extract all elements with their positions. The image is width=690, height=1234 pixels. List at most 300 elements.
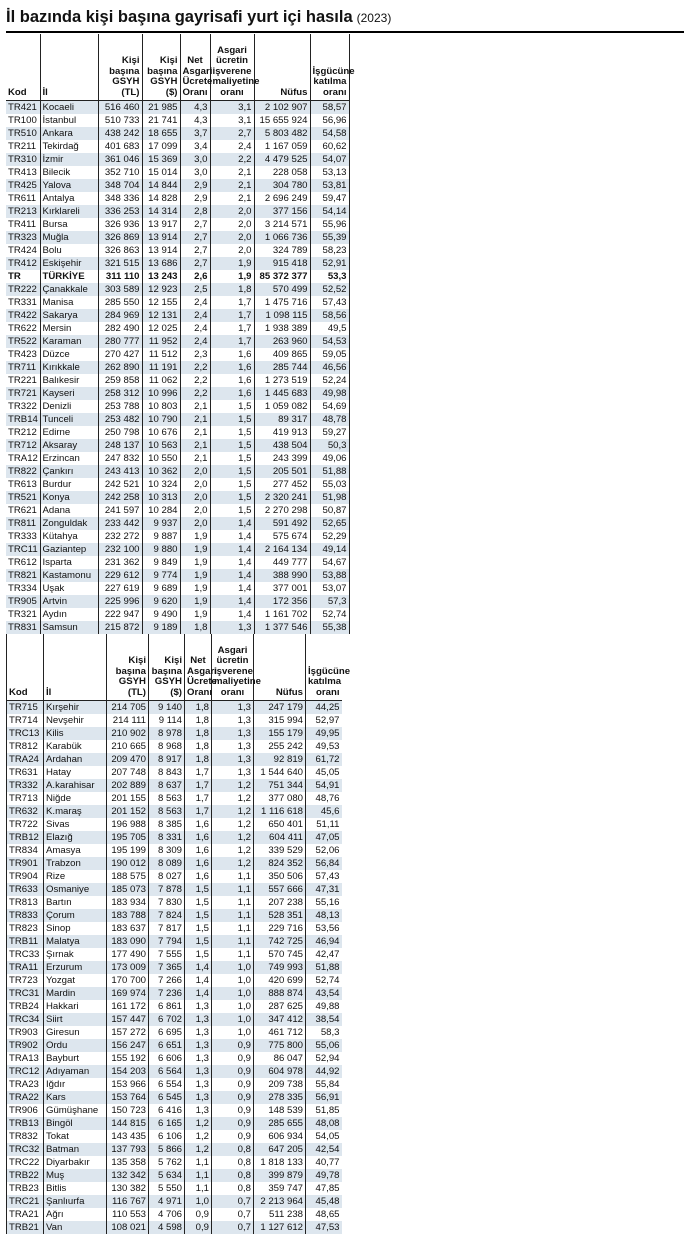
cell-gsyh-tl: 326 863 [98, 244, 142, 257]
cell-isveren-maliyet: 1,5 [210, 491, 254, 504]
cell-isgucu: 52,74 [310, 608, 349, 621]
header-kod: Kod [7, 634, 44, 701]
cell-isgucu: 52,65 [310, 517, 349, 530]
cell-isveren-maliyet: 1,1 [212, 935, 254, 948]
table-row [7, 740, 342, 753]
table-row [7, 883, 342, 896]
cell-kod: TR811 [6, 517, 40, 530]
cell-gsyh-usd: 9 774 [142, 569, 180, 582]
table-row [7, 1169, 342, 1182]
cell-isveren-maliyet: 1,9 [210, 270, 254, 283]
table-row [6, 504, 349, 517]
cell-il: Uşak [40, 582, 98, 595]
table-row [6, 244, 349, 257]
cell-kod: TRB21 [7, 1221, 44, 1234]
header-gsyh-tl: Kişi başına GSYH (TL) [98, 34, 142, 101]
table-row [6, 283, 349, 296]
cell-il: Bartın [44, 896, 107, 909]
cell-isveren-maliyet: 0,9 [212, 1130, 254, 1143]
cell-gsyh-tl: 157 272 [107, 1026, 149, 1039]
cell-kod: TR612 [6, 556, 40, 569]
cell-isgucu: 52,74 [306, 974, 342, 987]
cell-isgucu: 48,08 [306, 1117, 342, 1130]
cell-isveren-maliyet: 1,7 [210, 296, 254, 309]
table-row [7, 714, 342, 727]
cell-nufus: 86 047 [254, 1052, 306, 1065]
cell-net-asgari: 1,8 [185, 753, 212, 766]
table-row [6, 322, 349, 335]
cell-net-asgari: 1,2 [185, 1143, 212, 1156]
cell-isveren-maliyet: 1,0 [212, 1013, 254, 1026]
table-row [6, 530, 349, 543]
cell-gsyh-tl: 231 362 [98, 556, 142, 569]
cell-gsyh-usd: 7 794 [149, 935, 185, 948]
cell-gsyh-tl: 177 490 [107, 948, 149, 961]
cell-il: İzmir [40, 153, 98, 166]
cell-gsyh-usd: 10 284 [142, 504, 180, 517]
cell-isveren-maliyet: 1,9 [210, 257, 254, 270]
cell-gsyh-usd: 7 365 [149, 961, 185, 974]
cell-il: Tokat [44, 1130, 107, 1143]
cell-isveren-maliyet: 0,8 [212, 1156, 254, 1169]
cell-gsyh-usd: 13 686 [142, 257, 180, 270]
cell-gsyh-tl: 438 242 [98, 127, 142, 140]
cell-isveren-maliyet: 1,1 [212, 948, 254, 961]
cell-il: Siirt [44, 1013, 107, 1026]
cell-gsyh-usd: 7 236 [149, 987, 185, 1000]
cell-gsyh-tl: 215 872 [98, 621, 142, 634]
cell-il: Yalova [40, 179, 98, 192]
cell-il: Isparta [40, 556, 98, 569]
cell-gsyh-usd: 8 089 [149, 857, 185, 870]
cell-gsyh-usd: 8 331 [149, 831, 185, 844]
cell-gsyh-usd: 9 880 [142, 543, 180, 556]
header-nufus: Nüfus [254, 34, 310, 101]
cell-isveren-maliyet: 1,0 [212, 1000, 254, 1013]
cell-isgucu: 59,27 [310, 426, 349, 439]
table-row [7, 1091, 342, 1104]
table-row [6, 179, 349, 192]
cell-net-asgari: 1,3 [185, 1039, 212, 1052]
table-row [6, 569, 349, 582]
table-row [6, 413, 349, 426]
cell-net-asgari: 2,6 [180, 270, 210, 283]
cell-kod: TR332 [7, 779, 44, 792]
cell-gsyh-usd: 8 917 [149, 753, 185, 766]
cell-isveren-maliyet: 2,4 [210, 140, 254, 153]
cell-nufus: 511 238 [254, 1208, 306, 1221]
cell-isveren-maliyet: 0,8 [212, 1143, 254, 1156]
header-il: İl [44, 634, 107, 701]
cell-gsyh-tl: 132 342 [107, 1169, 149, 1182]
cell-kod: TR715 [7, 701, 44, 715]
table-header-row [6, 34, 349, 101]
cell-gsyh-tl: 188 575 [107, 870, 149, 883]
cell-kod: TR522 [6, 335, 40, 348]
cell-net-asgari: 1,8 [185, 727, 212, 740]
cell-gsyh-usd: 9 849 [142, 556, 180, 569]
table-row [6, 127, 349, 140]
cell-kod: TR423 [6, 348, 40, 361]
cell-isgucu: 55,84 [306, 1078, 342, 1091]
cell-gsyh-usd: 13 914 [142, 244, 180, 257]
table-row [6, 153, 349, 166]
cell-gsyh-tl: 153 966 [107, 1078, 149, 1091]
cell-nufus: 1 161 702 [254, 608, 310, 621]
cell-isveren-maliyet: 0,9 [212, 1052, 254, 1065]
table-row [7, 818, 342, 831]
cell-net-asgari: 2,8 [180, 205, 210, 218]
cell-nufus: 2 320 241 [254, 491, 310, 504]
cell-gsyh-tl: 195 705 [107, 831, 149, 844]
cell-isgucu: 61,72 [306, 753, 342, 766]
cell-net-asgari: 1,8 [185, 740, 212, 753]
cell-kod: TRB11 [7, 935, 44, 948]
table-row [7, 805, 342, 818]
cell-nufus: 350 506 [254, 870, 306, 883]
cell-nufus: 278 335 [254, 1091, 306, 1104]
table-row [6, 257, 349, 270]
cell-gsyh-usd: 18 655 [142, 127, 180, 140]
cell-net-asgari: 1,2 [185, 1130, 212, 1143]
cell-il: Sinop [44, 922, 107, 935]
cell-net-asgari: 0,9 [185, 1221, 212, 1234]
table-body-left [6, 101, 349, 635]
cell-isveren-maliyet: 2,1 [210, 179, 254, 192]
cell-il: Adıyaman [44, 1065, 107, 1078]
cell-gsyh-usd: 12 025 [142, 322, 180, 335]
title-year: (2023) [357, 11, 392, 25]
cell-gsyh-tl: 190 012 [107, 857, 149, 870]
header-gsyh-usd: Kişi başına GSYH ($) [149, 634, 185, 701]
cell-nufus: 749 993 [254, 961, 306, 974]
cell-gsyh-tl: 130 382 [107, 1182, 149, 1195]
cell-gsyh-usd: 11 062 [142, 374, 180, 387]
cell-isgucu: 52,94 [306, 1052, 342, 1065]
cell-il: K.maraş [44, 805, 107, 818]
cell-net-asgari: 1,5 [185, 909, 212, 922]
cell-il: Çankırı [40, 465, 98, 478]
table-row [6, 348, 349, 361]
cell-nufus: 751 344 [254, 779, 306, 792]
cell-nufus: 575 674 [254, 530, 310, 543]
cell-nufus: 5 803 482 [254, 127, 310, 140]
cell-net-asgari: 1,8 [185, 714, 212, 727]
table-row [6, 608, 349, 621]
cell-nufus: 2 696 249 [254, 192, 310, 205]
cell-gsyh-tl: 201 152 [107, 805, 149, 818]
cell-gsyh-tl: 108 021 [107, 1221, 149, 1234]
cell-nufus: 570 745 [254, 948, 306, 961]
cell-il: Zonguldak [40, 517, 98, 530]
cell-isveren-maliyet: 2,2 [210, 153, 254, 166]
cell-isgucu: 53,88 [310, 569, 349, 582]
cell-gsyh-tl: 227 619 [98, 582, 142, 595]
cell-isveren-maliyet: 3,1 [210, 101, 254, 115]
cell-isgucu: 57,3 [310, 595, 349, 608]
cell-il: A.karahisar [44, 779, 107, 792]
cell-net-asgari: 3,7 [180, 127, 210, 140]
cell-isveren-maliyet: 1,5 [210, 439, 254, 452]
cell-gsyh-tl: 229 612 [98, 569, 142, 582]
cell-isgucu: 46,94 [306, 935, 342, 948]
cell-il: Osmaniye [44, 883, 107, 896]
table-row [6, 582, 349, 595]
table-row [6, 543, 349, 556]
cell-gsyh-tl: 150 723 [107, 1104, 149, 1117]
cell-nufus: 89 317 [254, 413, 310, 426]
cell-kod: TR213 [6, 205, 40, 218]
cell-gsyh-usd: 7 824 [149, 909, 185, 922]
cell-gsyh-usd: 8 385 [149, 818, 185, 831]
cell-kod: TR621 [6, 504, 40, 517]
table-row [7, 896, 342, 909]
cell-gsyh-tl: 210 665 [107, 740, 149, 753]
cell-isgucu: 52,97 [306, 714, 342, 727]
cell-isveren-maliyet: 0,9 [212, 1117, 254, 1130]
cell-isveren-maliyet: 1,3 [212, 714, 254, 727]
cell-il: Ordu [44, 1039, 107, 1052]
cell-gsyh-usd: 10 313 [142, 491, 180, 504]
cell-kod: TRC33 [7, 948, 44, 961]
cell-kod: TR721 [6, 387, 40, 400]
cell-isveren-maliyet: 1,1 [212, 909, 254, 922]
cell-gsyh-usd: 6 545 [149, 1091, 185, 1104]
cell-kod: TRA23 [7, 1078, 44, 1091]
cell-il: Bitlis [44, 1182, 107, 1195]
cell-isgucu: 59,47 [310, 192, 349, 205]
cell-il: Bayburt [44, 1052, 107, 1065]
cell-il: Artvin [40, 595, 98, 608]
cell-il: Kilis [44, 727, 107, 740]
table-row [6, 192, 349, 205]
cell-net-asgari: 1,3 [185, 1026, 212, 1039]
cell-gsyh-usd: 9 189 [142, 621, 180, 634]
cell-isgucu: 55,39 [310, 231, 349, 244]
cell-gsyh-tl: 232 272 [98, 530, 142, 543]
cell-nufus: 172 356 [254, 595, 310, 608]
table-row [6, 491, 349, 504]
cell-kod: TRA13 [7, 1052, 44, 1065]
cell-isveren-maliyet: 1,1 [212, 883, 254, 896]
cell-gsyh-tl: 207 748 [107, 766, 149, 779]
cell-nufus: 742 725 [254, 935, 306, 948]
cell-nufus: 209 738 [254, 1078, 306, 1091]
cell-gsyh-tl: 326 936 [98, 218, 142, 231]
cell-net-asgari: 1,6 [185, 831, 212, 844]
cell-kod: TR812 [7, 740, 44, 753]
cell-il: Kocaeli [40, 101, 98, 115]
cell-kod: TR834 [7, 844, 44, 857]
cell-kod: TR334 [6, 582, 40, 595]
cell-isgucu: 59,05 [310, 348, 349, 361]
cell-isgucu: 54,53 [310, 335, 349, 348]
cell-il: Amasya [44, 844, 107, 857]
cell-isveren-maliyet: 2,1 [210, 166, 254, 179]
cell-net-asgari: 1,3 [185, 1065, 212, 1078]
cell-il: Kars [44, 1091, 107, 1104]
table-row [7, 1156, 342, 1169]
cell-isgucu: 52,29 [310, 530, 349, 543]
cell-nufus: 315 994 [254, 714, 306, 727]
cell-net-asgari: 0,9 [185, 1208, 212, 1221]
cell-gsyh-tl: 173 009 [107, 961, 149, 974]
cell-kod: TR831 [6, 621, 40, 634]
cell-gsyh-tl: 241 597 [98, 504, 142, 517]
cell-il: Tunceli [40, 413, 98, 426]
cell-il: Burdur [40, 478, 98, 491]
cell-gsyh-usd: 12 155 [142, 296, 180, 309]
cell-net-asgari: 1,5 [185, 883, 212, 896]
cell-gsyh-usd: 7 266 [149, 974, 185, 987]
cell-isgucu: 49,95 [306, 727, 342, 740]
cell-isveren-maliyet: 0,9 [212, 1078, 254, 1091]
table-row [7, 1039, 342, 1052]
table-row [6, 465, 349, 478]
cell-isveren-maliyet: 1,3 [212, 753, 254, 766]
header-isveren-maliyet: Asgari ücretin işverene maliyetine oranı [212, 634, 254, 701]
cell-gsyh-usd: 6 651 [149, 1039, 185, 1052]
cell-kod: TR633 [7, 883, 44, 896]
cell-il: Düzce [40, 348, 98, 361]
cell-kod: TR521 [6, 491, 40, 504]
cell-gsyh-usd: 8 637 [149, 779, 185, 792]
table-body-right [7, 701, 342, 1234]
cell-il: Sakarya [40, 309, 98, 322]
cell-gsyh-tl: 157 447 [107, 1013, 149, 1026]
cell-isveren-maliyet: 1,4 [210, 608, 254, 621]
cell-gsyh-tl: 137 793 [107, 1143, 149, 1156]
cell-isveren-maliyet: 0,7 [212, 1221, 254, 1234]
cell-kod: TR723 [7, 974, 44, 987]
cell-net-asgari: 2,1 [180, 413, 210, 426]
cell-isveren-maliyet: 1,2 [212, 779, 254, 792]
cell-kod: TRB14 [6, 413, 40, 426]
cell-net-asgari: 1,9 [180, 556, 210, 569]
cell-gsyh-tl: 361 046 [98, 153, 142, 166]
cell-isveren-maliyet: 1,5 [210, 426, 254, 439]
table-header-row [7, 634, 342, 701]
cell-il: Ankara [40, 127, 98, 140]
cell-net-asgari: 1,3 [185, 1091, 212, 1104]
cell-gsyh-usd: 10 550 [142, 452, 180, 465]
cell-net-asgari: 1,5 [185, 948, 212, 961]
table-row [7, 1130, 342, 1143]
cell-gsyh-usd: 10 563 [142, 439, 180, 452]
table-row [7, 727, 342, 740]
table-row [6, 218, 349, 231]
table-row [6, 101, 349, 115]
cell-nufus: 207 238 [254, 896, 306, 909]
cell-isgucu: 55,96 [310, 218, 349, 231]
cell-kod: TR905 [6, 595, 40, 608]
table-row [6, 452, 349, 465]
table-row [6, 387, 349, 400]
cell-nufus: 399 879 [254, 1169, 306, 1182]
cell-kod: TR222 [6, 283, 40, 296]
cell-gsyh-usd: 10 676 [142, 426, 180, 439]
cell-il: Rize [44, 870, 107, 883]
cell-net-asgari: 2,5 [180, 283, 210, 296]
cell-net-asgari: 2,1 [180, 400, 210, 413]
cell-kod: TRC12 [7, 1065, 44, 1078]
header-gsyh-tl: Kişi başına GSYH (TL) [107, 634, 149, 701]
cell-gsyh-usd: 15 369 [142, 153, 180, 166]
header-net-asgari: Net Asgari Ücrete Oranı [185, 634, 212, 701]
cell-isgucu: 58,57 [310, 101, 349, 115]
cell-il: Karabük [44, 740, 107, 753]
cell-kod: TR411 [6, 218, 40, 231]
cell-gsyh-tl: 210 902 [107, 727, 149, 740]
table-row [6, 595, 349, 608]
cell-nufus: 388 990 [254, 569, 310, 582]
cell-kod: TRA24 [7, 753, 44, 766]
cell-gsyh-usd: 4 598 [149, 1221, 185, 1234]
cell-nufus: 1 818 133 [254, 1156, 306, 1169]
cell-gsyh-usd: 15 014 [142, 166, 180, 179]
cell-il: Aydın [40, 608, 98, 621]
cell-gsyh-usd: 5 866 [149, 1143, 185, 1156]
cell-isveren-maliyet: 1,4 [210, 556, 254, 569]
table-row [7, 870, 342, 883]
cell-kod: TR421 [6, 101, 40, 115]
cell-isveren-maliyet: 1,2 [212, 844, 254, 857]
cell-gsyh-tl: 258 312 [98, 387, 142, 400]
cell-isgucu: 51,88 [306, 961, 342, 974]
cell-nufus: 263 960 [254, 335, 310, 348]
table-row [6, 439, 349, 452]
cell-gsyh-tl: 348 704 [98, 179, 142, 192]
data-tables [6, 34, 684, 1234]
cell-kod: TR906 [7, 1104, 44, 1117]
cell-nufus: 1 938 389 [254, 322, 310, 335]
cell-net-asgari: 2,0 [180, 465, 210, 478]
table-row [7, 1078, 342, 1091]
cell-gsyh-usd: 10 790 [142, 413, 180, 426]
cell-gsyh-tl: 336 253 [98, 205, 142, 218]
cell-gsyh-tl: 214 705 [107, 701, 149, 715]
cell-gsyh-tl: 170 700 [107, 974, 149, 987]
table-row [7, 974, 342, 987]
cell-gsyh-tl: 516 460 [98, 101, 142, 115]
cell-kod: TR714 [7, 714, 44, 727]
cell-il: Samsun [40, 621, 98, 634]
table-row [7, 1182, 342, 1195]
cell-isveren-maliyet: 2,0 [210, 244, 254, 257]
cell-isgucu: 42,54 [306, 1143, 342, 1156]
cell-kod: TR713 [7, 792, 44, 805]
cell-net-asgari: 2,0 [180, 478, 210, 491]
cell-isgucu: 49,06 [310, 452, 349, 465]
cell-isgucu: 56,84 [306, 857, 342, 870]
cell-gsyh-usd: 14 844 [142, 179, 180, 192]
cell-gsyh-usd: 9 490 [142, 608, 180, 621]
cell-il: Aksaray [40, 439, 98, 452]
cell-isveren-maliyet: 1,4 [210, 595, 254, 608]
cell-il: Bingöl [44, 1117, 107, 1130]
cell-isgucu: 48,13 [306, 909, 342, 922]
cell-isgucu: 51,88 [310, 465, 349, 478]
table-row [7, 961, 342, 974]
cell-net-asgari: 1,5 [185, 922, 212, 935]
cell-il: Hatay [44, 766, 107, 779]
table-row [7, 753, 342, 766]
cell-isveren-maliyet: 1,7 [210, 309, 254, 322]
cell-nufus: 1 066 736 [254, 231, 310, 244]
cell-net-asgari: 1,9 [180, 595, 210, 608]
cell-kod: TR211 [6, 140, 40, 153]
table-row [6, 114, 349, 127]
